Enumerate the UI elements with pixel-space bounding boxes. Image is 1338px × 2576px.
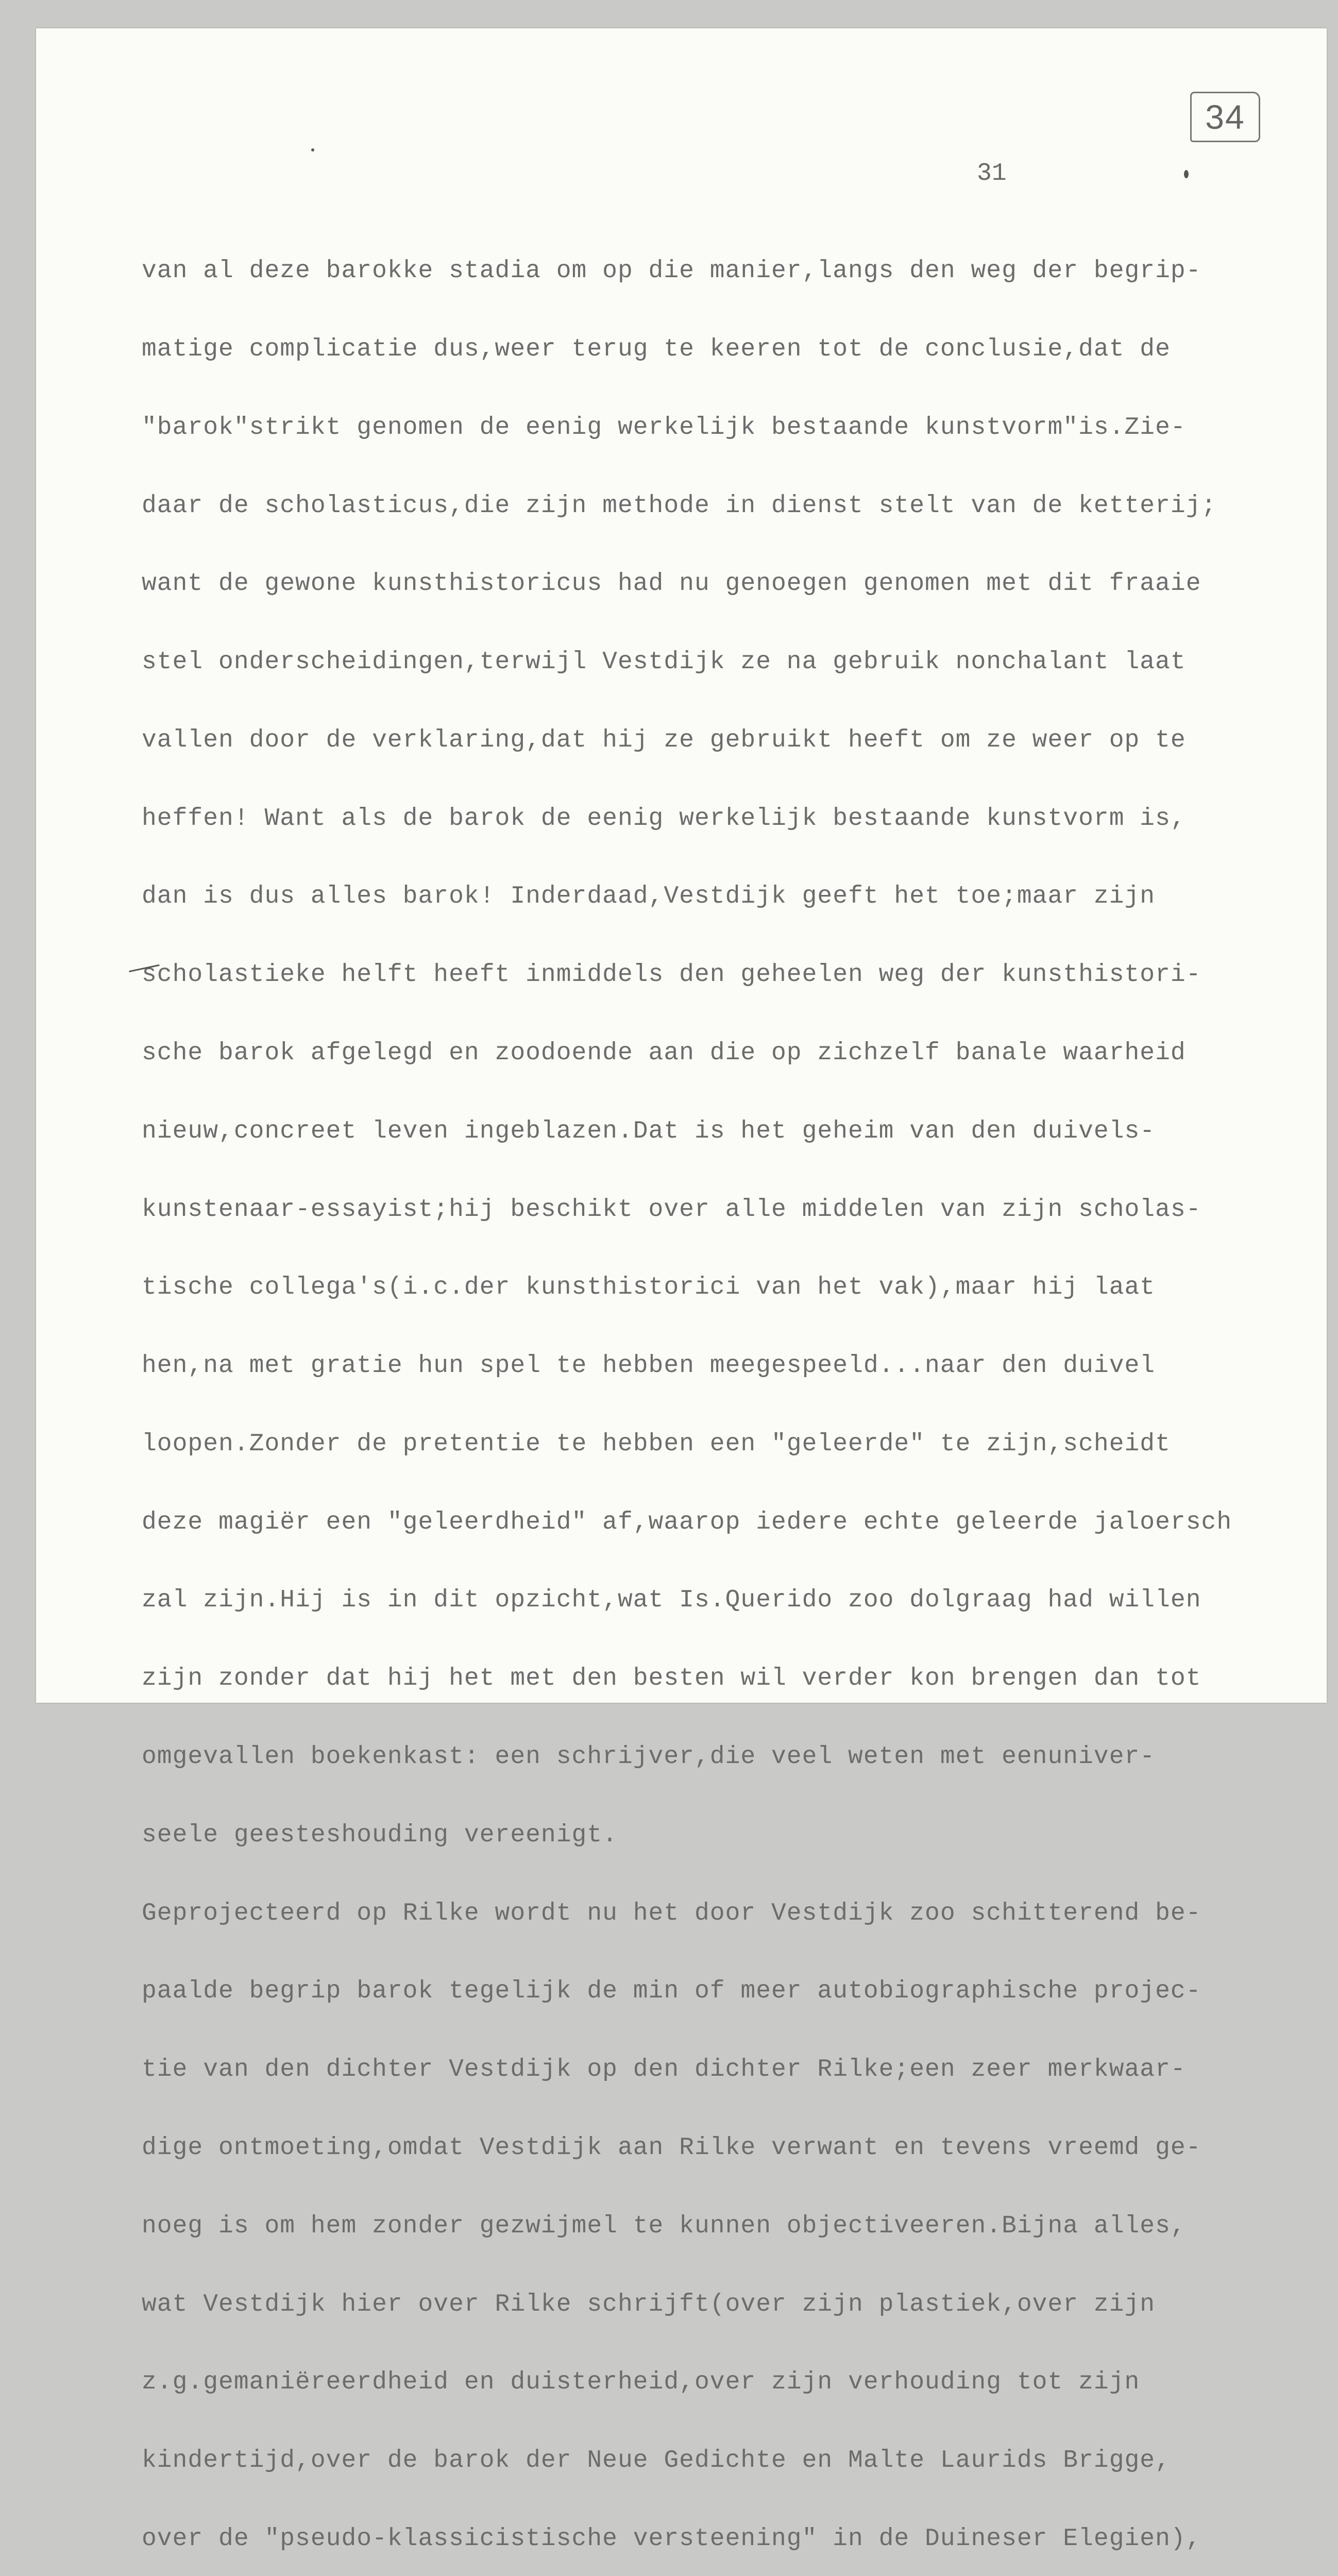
- page-number: 31: [977, 160, 1007, 188]
- text-line: sche barok afgelegd en zoodoende aan die op zichzelf banale waarheid: [142, 1039, 1186, 1067]
- text-line: omgevallen boekenkast: een schrijver,die veel weten met eenuniver-: [142, 1743, 1156, 1771]
- ink-dot: [1184, 170, 1189, 178]
- text-line: heffen! Want als de barok de eenig werkelijk bestaande kunstvorm is,: [142, 804, 1186, 833]
- typed-body-text: [142, 206, 1291, 2576]
- text-line: seele geesteshouding vereenigt.: [142, 1821, 618, 1849]
- text-line: matige complicatie dus,weer terug te keeren tot de conclusie,dat de: [142, 335, 1171, 363]
- text-line: Geprojecteerd op Rilke wordt nu het door Vestdijk zoo schitterend be-: [142, 1899, 1201, 1927]
- text-line: paalde begrip barok tegelijk de min of meer autobiographische projec-: [142, 1977, 1201, 2006]
- text-line: noeg is om hem zonder gezwijmel te kunnen objectiveeren.Bijna alles,: [142, 2212, 1186, 2240]
- text-line: z.g.gemaniëreerdheid en duisterheid,over zijn verhouding tot zijn: [142, 2368, 1140, 2397]
- text-line: dan is dus alles barok! Inderdaad,Vestdijk geeft het toe;maar zijn: [142, 883, 1156, 911]
- text-line: daar de scholasticus,die zijn methode in dienst stelt van de ketterij;: [142, 492, 1217, 520]
- text-line: loopen.Zonder de pretentie te hebben een "geleerde" te zijn,scheidt: [142, 1430, 1171, 1458]
- text-line: "barok"strikt genomen de eenig werkelijk bestaande kunstvorm"is.Zie-: [142, 413, 1186, 442]
- text-line: tie van den dichter Vestdijk op den dichter Rilke;een zeer merkwaar-: [142, 2056, 1186, 2084]
- text-line: kindertijd,over de barok der Neue Gedichte en Malte Laurids Brigge,: [142, 2447, 1171, 2475]
- text-line: want de gewone kunsthistoricus had nu genoegen genomen met dit fraaie: [142, 570, 1201, 598]
- text-line: nieuw,concreet leven ingeblazen.Dat is het geheim van den duivels-: [142, 1117, 1156, 1145]
- text-line: scholastieke helft heeft inmiddels den geheelen weg der kunsthistori-: [142, 961, 1201, 989]
- text-line: hen,na met gratie hun spel te hebben meegespeeld...naar den duivel: [142, 1352, 1156, 1380]
- text-line: over de "pseudo-klassicistische versteening" in de Duineser Elegien),: [142, 2524, 1201, 2553]
- text-line: vallen door de verklaring,dat hij ze gebruikt heeft om ze weer op te: [142, 726, 1186, 754]
- ink-dot: [311, 148, 314, 151]
- text-line: tische collega's(i.c.der kunsthistorici van het vak),maar hij laat: [142, 1274, 1156, 1302]
- text-line: van al deze barokke stadia om op die manier,langs den weg der begrip-: [142, 257, 1201, 285]
- text-line: zijn zonder dat hij het met den besten wil verder kon brengen dan tot: [142, 1665, 1201, 1693]
- text-line: dige ontmoeting,omdat Vestdijk aan Rilke verwant en tevens vreemd ge-: [142, 2133, 1201, 2162]
- text-line: stel onderscheidingen,terwijl Vestdijk ze na gebruik nonchalant laat: [142, 648, 1186, 676]
- text-line: wat Vestdijk hier over Rilke schrijft(over zijn plastiek,over zijn: [142, 2290, 1156, 2318]
- text-line: deze magiër een "geleerdheid" af,waarop iedere echte geleerde jaloersch: [142, 1508, 1232, 1536]
- archive-number-stamp: 34: [1190, 92, 1260, 142]
- text-line: zal zijn.Hij is in dit opzicht,wat Is.Querido zoo dolgraag had willen: [142, 1586, 1201, 1615]
- text-line: kunstenaar-essayist;hij beschikt over alle middelen van zijn scholas-: [142, 1195, 1201, 1224]
